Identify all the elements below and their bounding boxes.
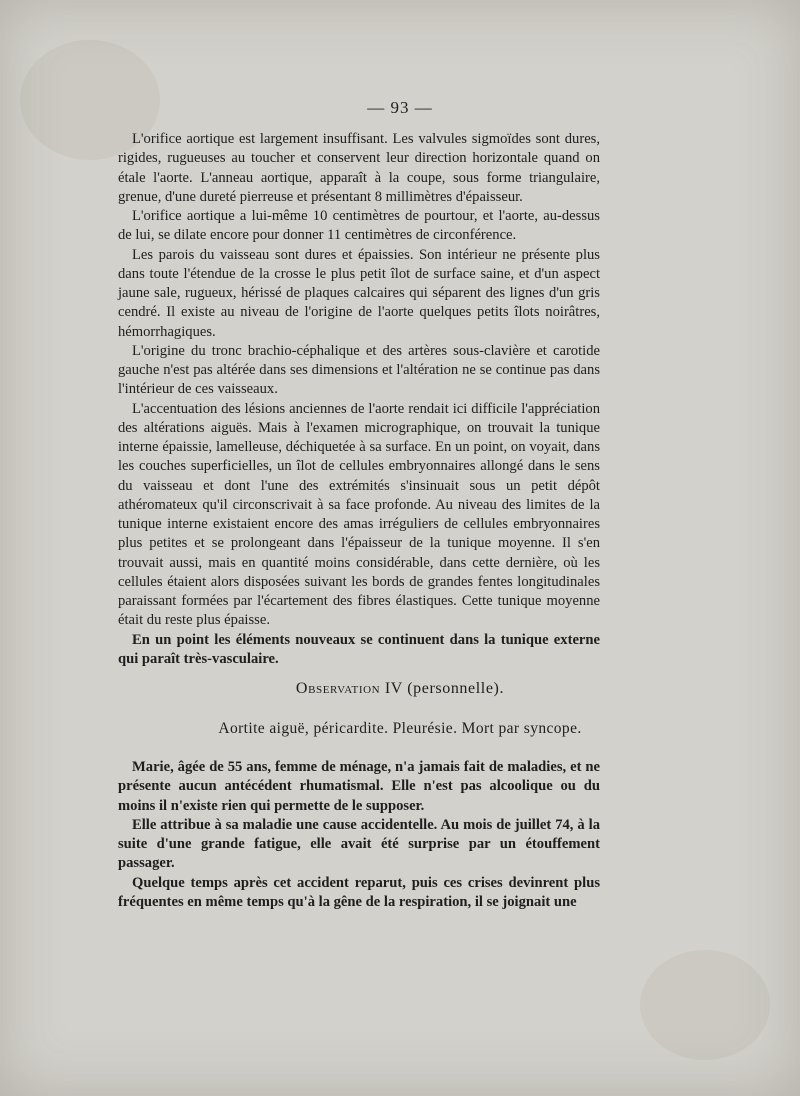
paragraph: L'accentuation des lésions anciennes de l'aorte rendait ici difficile l'appréciation des altérations aiguës. Mais à l'examen micrographique, on trouvait la tunique interne épaissie, lamelleuse, déchiquetée à sa surface. En un point, on voyait, dans les couches superficielles, un îlot de cellules embryonnaires allongé dans le sens du vaisseau et dont l'une des extrémités s'insinuait sous un petit dépôt athéromateux qu'il circonscrivait à sa face profonde. Au niveau des limites de la tunique interne existaient encore des amas irréguliers de cellules embryonnaires plus petites et se prolongeant dans l'épaisseur de la tunique moyenne. Il s'en trouvait aussi, mais en quantité moins considérable, dans cette dernière, où les cellules étaient alors disposées suivant les bords de grandes fentes longitudinales paraissant formées par l'écartement des fibres élastiques. Cette tunique moyenne était du reste plus épaisse. [118, 400, 600, 629]
observation-number: IV [384, 680, 403, 697]
observation-label: Observation [295, 680, 381, 697]
paragraph: L'origine du tronc brachio-céphalique et des artères sous-clavière et carotide gauche n'est pas altérée dans ses dimensions et l'altération ne se continue pas dans l'intérieur de ces vaisseaux. [118, 342, 600, 398]
paper-stain [640, 950, 770, 1060]
page-number: — 93 — [367, 98, 433, 117]
paragraph: Les parois du vaisseau sont dures et épaissies. Son intérieur ne présente plus dans toute l'étendue de la crosse le plus petit îlot de surface saine, et d'un aspect jaune sale, rugueux, hérissé de plaques calcaires qui séparent des lignes d'un gris cendré. Il existe au niveau de l'origine de l'aorte quelques petits îlots noirâtres, hémorrhagiques. [118, 246, 600, 340]
paragraph: En un point les éléments nouveaux se continuent dans la tunique externe qui paraît très-vasculaire. [118, 631, 600, 667]
paragraph: Elle attribue à sa maladie une cause accidentelle. Au mois de juillet 74, à la suite d'une grande fatigue, elle avait été surprise par un étouffement passager. [118, 816, 600, 872]
paragraph: Quelque temps après cet accident reparut, puis ces crises devinrent plus fréquentes en même temps qu'à la gêne de la respiration, il se joignait une [118, 874, 600, 910]
observation-heading [0, 680, 800, 698]
paragraph: L'orifice aortique est largement insuffisant. Les valvules sigmoïdes sont dures, rigides, rugueuses au toucher et conservent leur direction horizontale quand on étale l'aorte. L'anneau aortique, apparaît à la coupe, sous forme triangulaire, grenue, d'une dureté pierreuse et présentant 8 millimètres d'épaisseur. [118, 131, 600, 205]
observation-subtitle: Aortite aiguë, péricardite. Pleurésie. Mort par syncope. [218, 720, 582, 737]
body-text-top [118, 130, 600, 669]
paragraph: L'orifice aortique a lui-même 10 centimètres de pourtour, et l'aorte, au-dessus de lui, se dilate encore pour donner 11 centimètres de circonférence. [118, 208, 600, 244]
paragraph: Marie, âgée de 55 ans, femme de ménage, n'a jamais fait de maladies, et ne présente aucun antécédent rhumatismal. Elle n'est pas alcoolique ou du moins il n'existe rien qui permette de le supposer. [118, 759, 600, 814]
body-text-bottom [118, 758, 600, 912]
observation-qualifier: (personnelle). [407, 680, 505, 697]
